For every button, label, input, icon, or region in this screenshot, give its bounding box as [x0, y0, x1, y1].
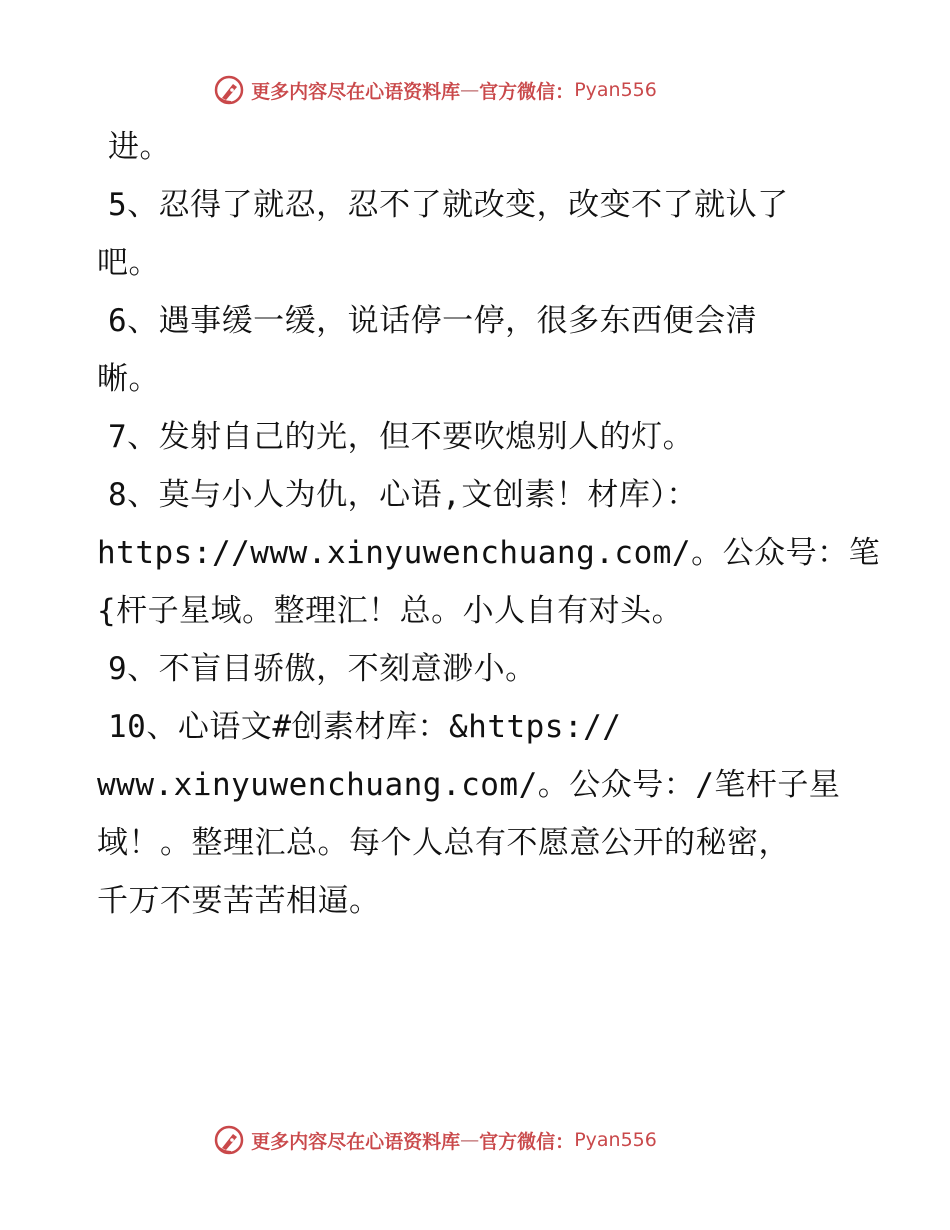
- text-line: 吧。: [97, 245, 160, 281]
- banner-handle: Pyan556: [574, 79, 657, 101]
- text-line: {杆子星域。整理汇！总。小人自有对头。: [97, 593, 684, 629]
- header-watermark-banner: [0, 70, 950, 110]
- document-body: [97, 118, 881, 930]
- pen-nib-logo-icon: [213, 74, 245, 106]
- banner-text: 更多内容尽在心语资料库: [251, 80, 461, 103]
- text-line: 进。: [108, 129, 171, 165]
- text-line: 千万不要苦苦相逼。: [97, 883, 381, 919]
- text-line: 10、心语文#创素材库：&https://: [108, 709, 622, 745]
- text-line: www.xinyuwenchuang.com/。公众号：/笔杆子星: [97, 767, 841, 803]
- banner-wechat-label: 官方微信：: [479, 1130, 575, 1153]
- text-line: 域！。整理汇总。每个人总有不愿意公开的秘密，: [97, 825, 790, 861]
- banner-wechat-label: 官方微信：: [479, 80, 575, 103]
- pen-nib-logo-icon: [213, 1124, 245, 1156]
- text-line: 7、发射自己的光，但不要吹熄别人的灯。: [108, 419, 695, 455]
- banner-separator: —: [460, 1129, 480, 1151]
- text-line: 晰。: [97, 361, 160, 397]
- text-line: 5、忍得了就忍，忍不了就改变，改变不了就认了: [108, 187, 789, 223]
- footer-watermark-banner: [0, 1120, 950, 1160]
- banner-text: 更多内容尽在心语资料库: [251, 1130, 461, 1153]
- text-line: https://www.xinyuwenchuang.com/。公众号：笔: [97, 535, 881, 571]
- text-line: 8、莫与小人为仇，心语,文创素！材库）：: [108, 477, 698, 513]
- text-line: 9、不盲目骄傲，不刻意渺小。: [108, 651, 537, 687]
- banner-handle: Pyan556: [574, 1129, 657, 1151]
- banner-separator: —: [460, 79, 480, 101]
- text-line: 6、遇事缓一缓，说话停一停，很多东西便会清: [108, 303, 758, 339]
